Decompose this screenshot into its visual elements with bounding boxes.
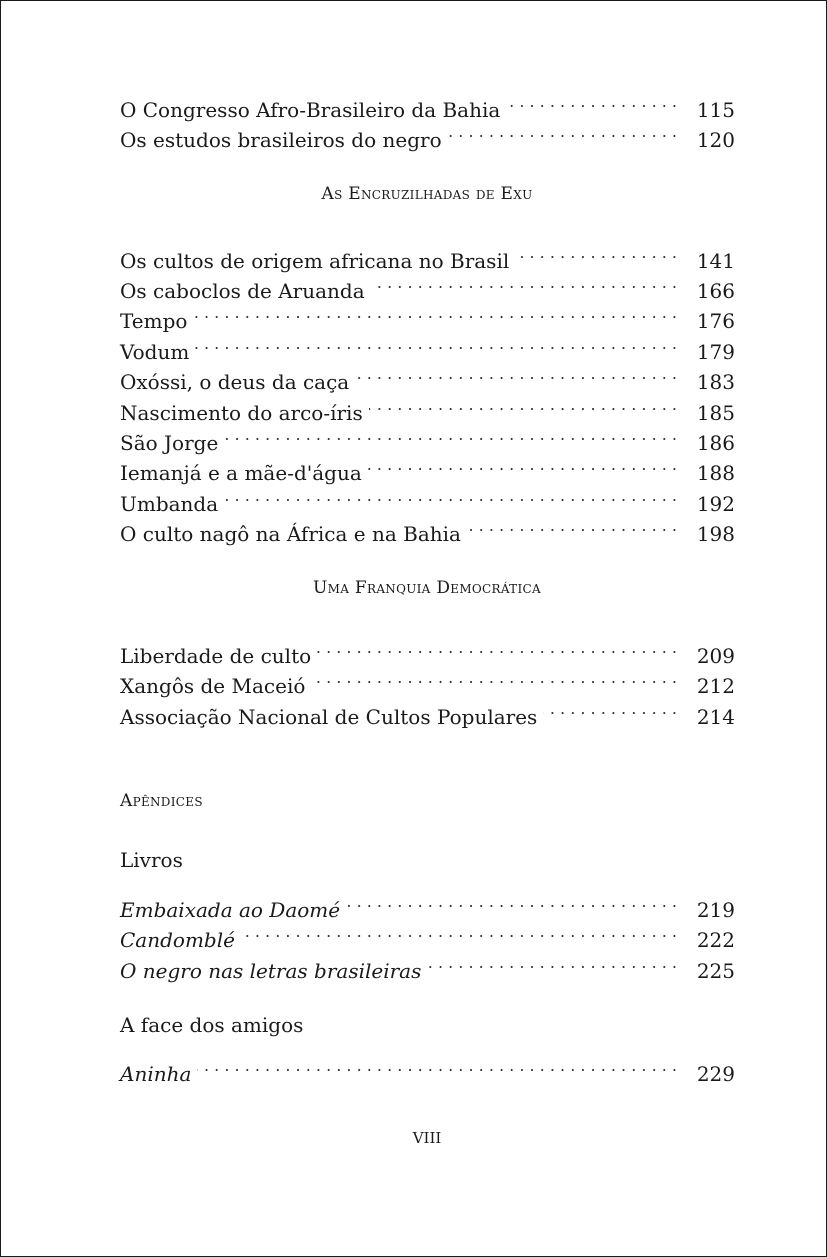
subsection-heading-amigos: A face dos amigos [120,1013,304,1037]
toc-entry[interactable] [120,887,735,922]
toc-entry-page: 192 [696,492,735,516]
dot-leader [448,117,677,147]
toc-entry[interactable] [120,390,735,425]
toc-entry-title: Liberdade de culto [120,644,312,668]
toc-entry[interactable] [120,268,735,303]
toc-entry-page: 179 [696,340,735,364]
toc-entry-title: O culto nagô na África e na Bahia [120,522,461,546]
toc-entry-page: 198 [696,522,735,546]
dot-leader [193,298,677,328]
dot-leader [355,359,677,389]
toc-entry-title: Tempo [120,309,188,333]
toc-entry-page: 115 [696,98,735,122]
toc-entry-title: Os caboclos de Aruanda [120,279,365,303]
dot-leader [369,390,677,420]
toc-entry[interactable] [120,238,735,273]
toc-entry-title: O negro nas letras brasileiras [120,959,422,983]
dot-leader [346,887,677,917]
toc-entry[interactable] [120,329,735,364]
toc-entry[interactable] [120,663,735,698]
dot-leader [197,1051,677,1081]
toc-entry-title: Candomblé [120,928,235,952]
appendices-heading: Apêndices [120,791,203,811]
dot-leader [515,238,677,268]
toc-entry-title: Xangôs de Maceió [120,674,306,698]
dot-leader [195,329,677,359]
toc-entry-title: Umbanda [120,492,219,516]
toc-entry-page: 229 [696,1062,735,1086]
dot-leader [467,511,677,541]
toc-entry[interactable] [120,948,735,983]
toc-entry-title: Associação Nacional de Cultos Populares [120,705,538,729]
toc-entry[interactable] [120,359,735,394]
toc-entry-title: São Jorge [120,431,219,455]
dot-leader [224,481,677,511]
toc-entry[interactable] [120,1051,735,1086]
toc-entry-title: Aninha [120,1062,192,1086]
toc-entry[interactable] [120,117,735,152]
section-heading: As Encruzilhadas de Exu [321,184,533,204]
toc-entry-title: Oxóssi, o deus da caça [120,370,350,394]
dot-leader [506,87,677,117]
toc-entry[interactable] [120,511,735,546]
toc-entry[interactable] [120,298,735,333]
dot-leader [317,633,677,663]
dot-leader [371,268,677,298]
dot-leader [543,694,677,724]
toc-entry-title: Iemanjá e a mãe-d'água [120,461,362,485]
section-heading: Uma Franquia Democrática [313,578,541,598]
toc-entry-page: 141 [696,249,735,273]
toc-entry-page: 185 [696,401,735,425]
toc-entry-page: 188 [696,461,735,485]
dot-leader [241,917,677,947]
subsection-heading-livros: Livros [120,848,183,872]
toc-entry-page: 214 [696,705,735,729]
toc-entry-title: O Congresso Afro-Brasileiro da Bahia [120,98,501,122]
toc-entry-title: Nascimento do arco-íris [120,401,363,425]
toc-entry-page: 219 [696,898,735,922]
toc-entry-page: 166 [696,279,735,303]
toc-entry[interactable] [120,481,735,516]
toc-entry-page: 222 [696,928,735,952]
dot-leader [427,948,677,978]
toc-entry-title: Embaixada ao Daomé [120,898,341,922]
toc-entry-title: Vodum [120,340,190,364]
toc-entry[interactable] [120,420,735,455]
dot-leader [311,663,677,693]
toc-entry-page: 120 [696,128,735,152]
toc-entry-page: 176 [696,309,735,333]
toc-entry-page: 212 [696,674,735,698]
toc-entry-page: 186 [696,431,735,455]
dot-leader [368,450,677,480]
toc-entry-title: Os estudos brasileiros do negro [120,128,442,152]
toc-entry-title: Os cultos de origem africana no Brasil [120,249,510,273]
toc-entry-page: 183 [696,370,735,394]
toc-entry-page: 209 [696,644,735,668]
toc-entry[interactable] [120,633,735,668]
page-number: VIII [412,1129,442,1147]
toc-entry[interactable] [120,87,735,122]
dot-leader [224,420,677,450]
toc-entry-page: 225 [696,959,735,983]
toc-entry[interactable] [120,450,735,485]
toc-entry[interactable] [120,917,735,952]
toc-entry[interactable] [120,694,735,729]
